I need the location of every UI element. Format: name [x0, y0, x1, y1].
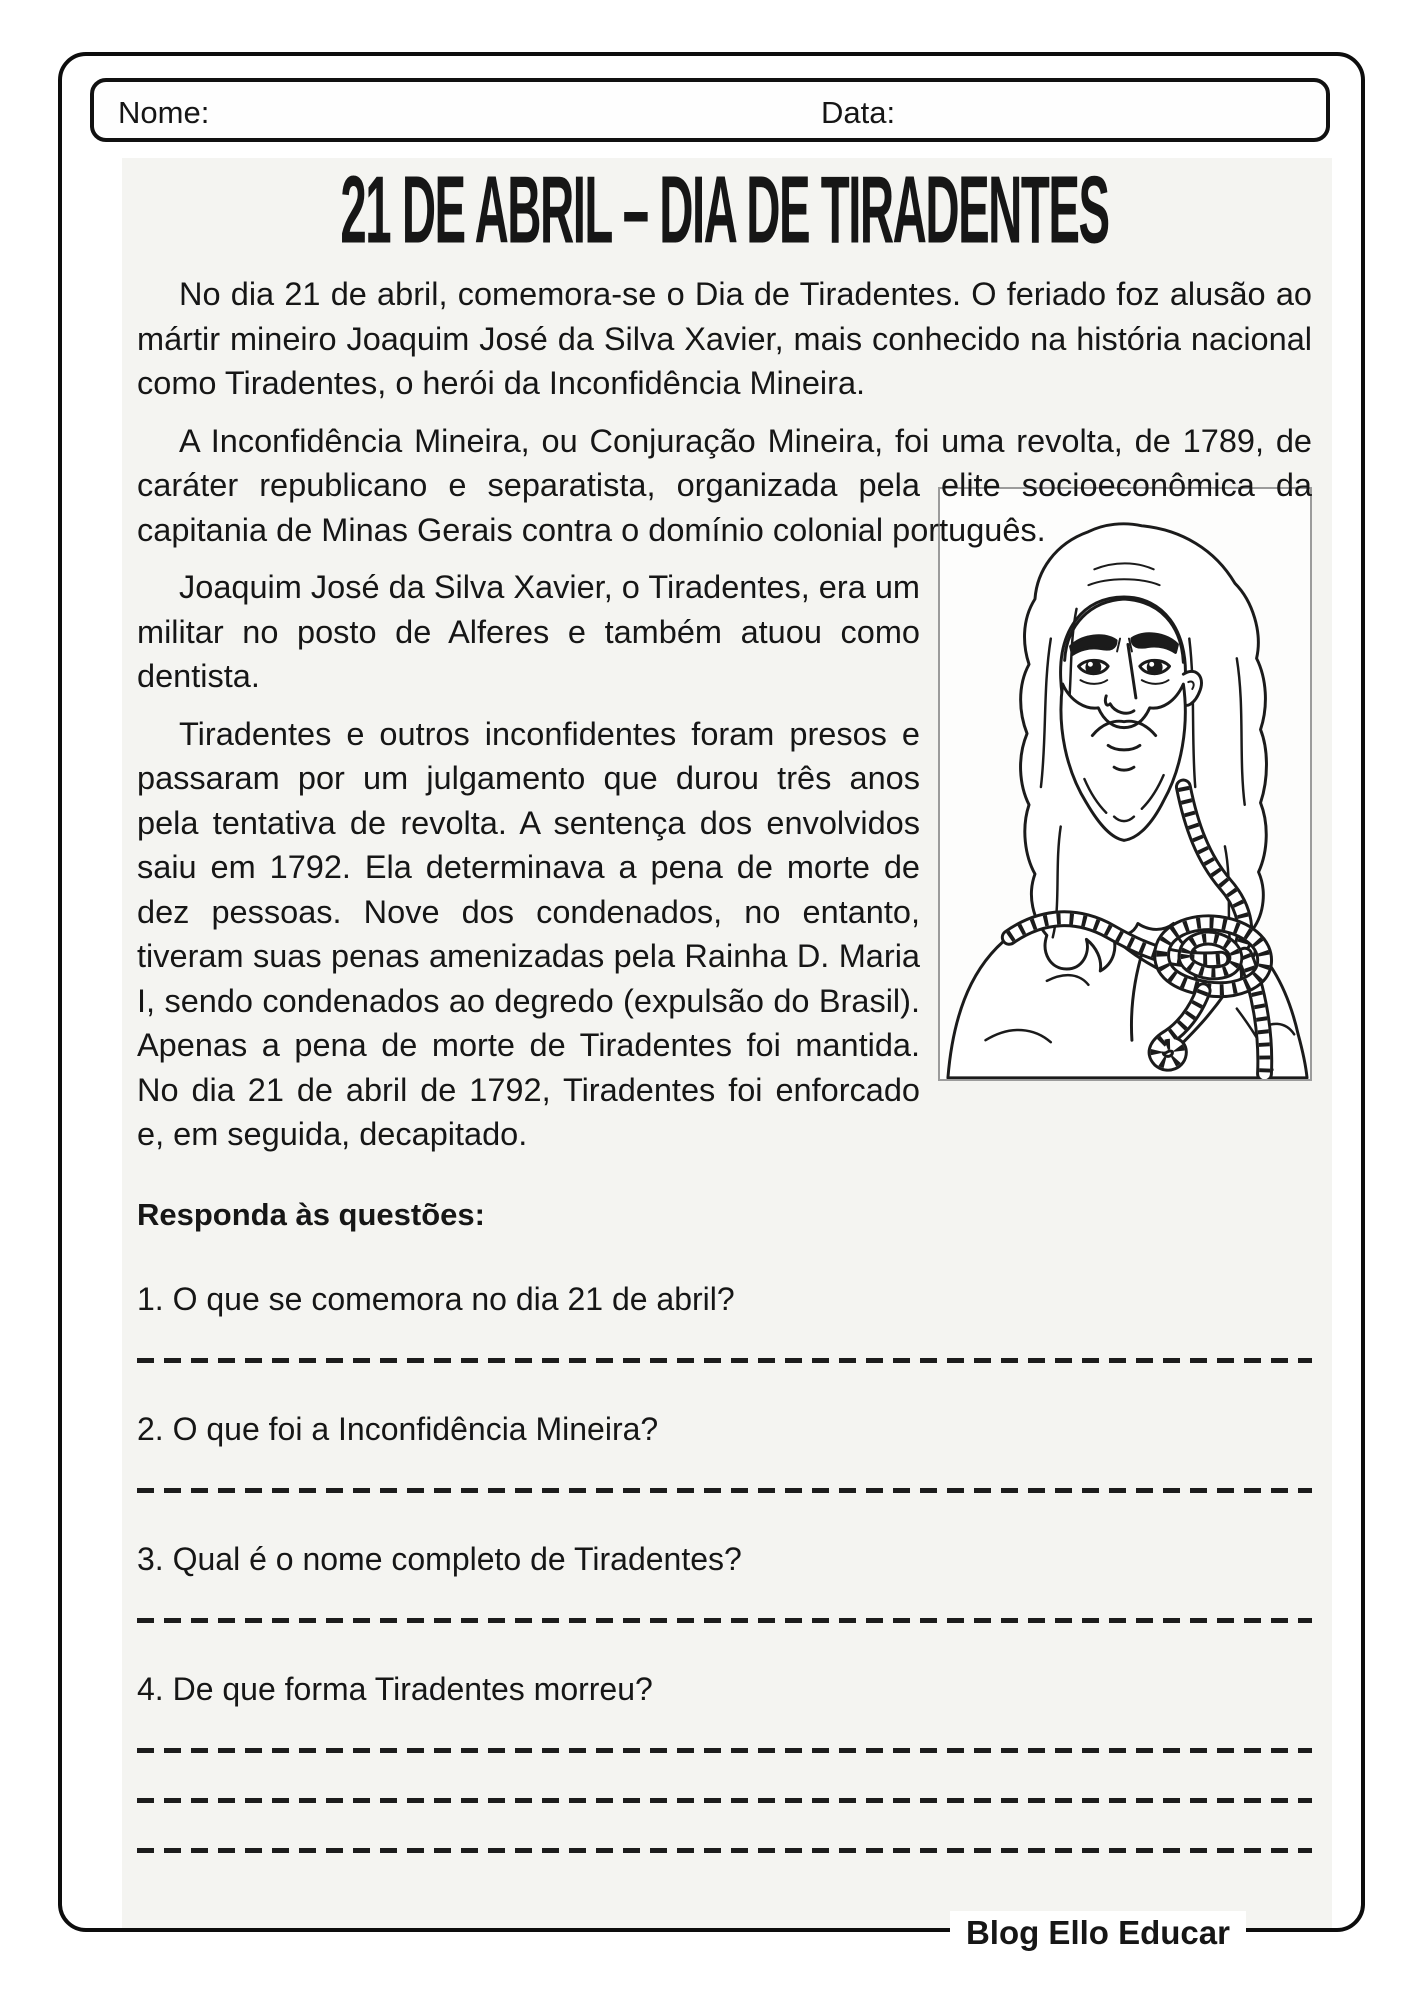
passage-paragraph-1: No dia 21 de abril, comemora-se o Dia de Tiradentes. O feriado foz alusão ao mártir mineiro Joaquim José da Silva Xavier, mais conhecido na história nacional como Tiradentes, o herói da Inconfidência Mineira. [137, 276, 1312, 401]
answer-line [137, 1848, 1312, 1853]
date-blank-field [909, 92, 1309, 136]
question-item-3 [137, 1541, 1312, 1578]
question-item-4 [137, 1671, 1312, 1708]
passage-paragraph-4: Tiradentes e outros inconfidentes foram presos e passaram por um julgamento que durou três anos pela tentativa de revolta. A sentença dos envolvidos saiu em 1792. Ela determinava a pena de morte de dez pessoas. Nove dos condenados, no entanto, tiveram suas penas amenizadas pela Rainha D. Maria I, sendo condenados ao degredo (expulsão do Brasil). Apenas a pena de morte de Tiradentes foi mantida. No dia 21 de abril de 1792, Tiradentes foi enforcado e, em seguida, decapitado. [137, 715, 920, 1152]
passage-paragraph-3: Joaquim José da Silva Xavier, o Tiradentes, era um militar no posto de Alferes e também atuou como dentista. [137, 569, 920, 694]
footer-credit: Blog Ello Educar [950, 1911, 1246, 1955]
questions-heading: Responda às questões: [137, 1196, 485, 1232]
answer-line [137, 1488, 1312, 1493]
answer-line [137, 1748, 1312, 1753]
tiradentes-line-art [940, 489, 1310, 1079]
question-number: 1. [137, 1280, 164, 1317]
worksheet-body [122, 155, 1332, 1853]
answer-line [137, 1618, 1312, 1623]
answer-line [137, 1798, 1312, 1803]
tiradentes-illustration [938, 487, 1312, 1081]
question-text: Qual é o nome completo de Tiradentes? [172, 1540, 742, 1577]
question-number: 3. [137, 1540, 164, 1577]
question-number: 4. [137, 1670, 164, 1707]
name-date-box [90, 78, 1330, 142]
name-blank-field [224, 92, 784, 136]
date-label: Data: [821, 95, 896, 130]
question-text: De que forma Tiradentes morreu? [172, 1670, 653, 1707]
question-number: 2. [137, 1410, 164, 1447]
question-text: O que foi a Inconfidência Mineira? [172, 1410, 659, 1447]
question-item-2 [137, 1411, 1312, 1448]
name-label: Nome: [118, 95, 210, 130]
worksheet-title: 21 DE ABRIL – DIA DE TIRADENTES [340, 155, 1109, 264]
question-item-1 [137, 1281, 1312, 1318]
answer-line [137, 1358, 1312, 1363]
passage-paragraph-2: A Inconfidência Mineira, ou Conjuração Mineira, foi uma revolta, de 1789, de caráter republicano e separatista, organizada pela elite socioeconômica da capitania de Minas Gerais contra o domínio colonial português. [137, 422, 1312, 548]
question-text: O que se comemora no dia 21 de abril? [172, 1280, 735, 1317]
